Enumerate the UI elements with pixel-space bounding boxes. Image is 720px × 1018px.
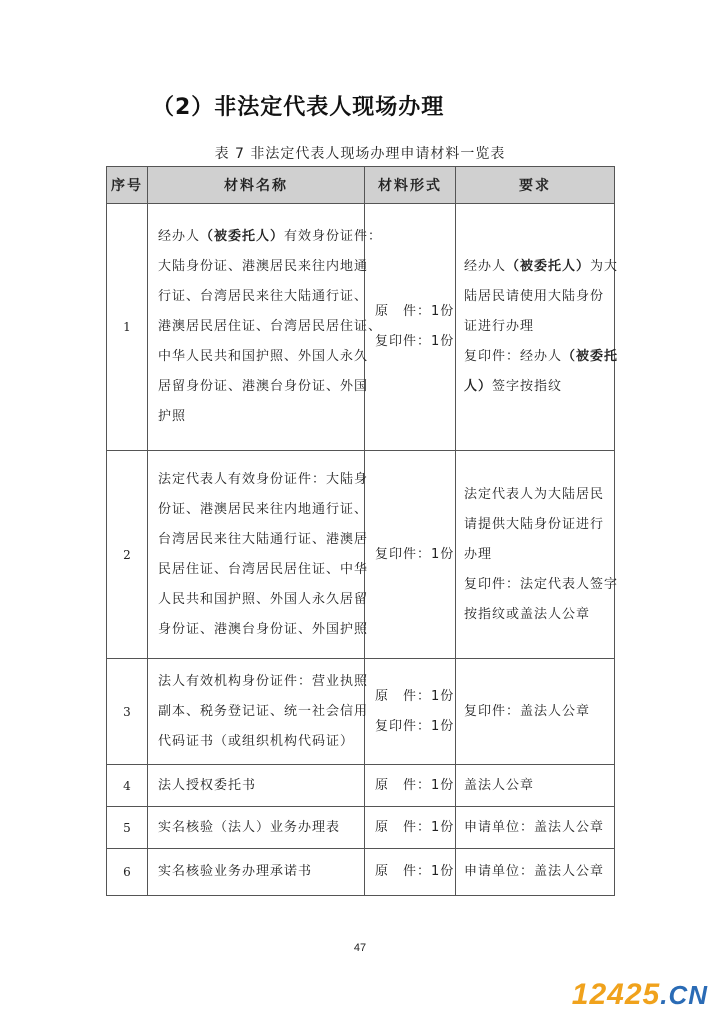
requirement-line: 经办人（被委托人）为大 — [464, 259, 619, 274]
logo-domain: .CN — [660, 980, 708, 1010]
page-number: 47 — [353, 942, 367, 954]
requirement-line: 法定代表人为大陆居民 — [464, 486, 605, 502]
requirement-line: 人）签字按指纹 — [464, 379, 563, 394]
material-name-line: 代码证书（或组织机构代码证） — [158, 733, 355, 749]
logo-number: 12425 — [571, 978, 661, 1011]
material-form-cell — [365, 659, 456, 765]
material-name-line: 实名核验业务办理承诺书 — [158, 864, 313, 879]
material-form-line: 原 件：1份 — [375, 819, 455, 835]
table-row — [107, 849, 615, 896]
material-form-line: 复印件：1份 — [375, 718, 455, 734]
materials-table — [106, 166, 619, 896]
material-name-line: 人民共和国护照、外国人永久居留 — [158, 591, 369, 607]
table-row — [107, 807, 615, 849]
material-name-line: 法定代表人有效身份证件：大陆身 — [158, 471, 369, 487]
material-name-line: 民居住证、台湾居民居住证、中华 — [158, 561, 369, 577]
requirement-line: 盖法人公章 — [464, 777, 535, 793]
table-header-row — [107, 167, 615, 204]
table-caption: 表 7 非法定代表人现场办理申请材料一览表 — [214, 146, 506, 162]
material-name-line: 大陆身份证、港澳居民来往内地通 — [158, 259, 369, 274]
requirement-cell — [456, 765, 615, 807]
material-name-line: 份证、港澳居民来往内地通行证、 — [158, 501, 369, 517]
material-form-line: 原 件：1份 — [375, 777, 455, 793]
requirement-line: 证进行办理 — [464, 319, 535, 334]
row-number: 3 — [107, 659, 148, 765]
material-form-line: 原 件：1份 — [375, 864, 455, 879]
header-material-name: 材料名称 — [148, 167, 365, 204]
header-no: 序号 — [107, 167, 148, 204]
material-name-cell — [148, 765, 365, 807]
row-number: 4 — [107, 765, 148, 807]
section-heading: （2）非法定代表人现场办理 — [152, 95, 445, 120]
material-name-line: 护照 — [158, 409, 187, 424]
row-number: 6 — [107, 849, 148, 896]
header-requirement: 要求 — [456, 167, 615, 204]
material-name-line: 中华人民共和国护照、外国人永久 — [158, 349, 369, 364]
requirement-line: 复印件：盖法人公章 — [464, 703, 591, 719]
requirement-line: 陆居民请使用大陆身份 — [464, 289, 605, 304]
material-name-line: 实名核验（法人）业务办理表 — [158, 819, 341, 835]
material-form-cell — [365, 849, 456, 896]
requirement-line: 复印件：经办人（被委托 — [464, 349, 619, 364]
requirement-cell — [456, 659, 615, 765]
table-row — [107, 451, 615, 659]
material-name-line: 港澳居民居住证、台湾居民居住证、 — [158, 319, 383, 334]
row-number: 1 — [107, 204, 148, 451]
material-form-line: 原 件：1份 — [375, 688, 455, 704]
material-name-line: 经办人（被委托人）有效身份证件： — [158, 229, 383, 244]
material-form-cell — [365, 765, 456, 807]
table-row — [107, 204, 615, 451]
material-name-line: 居留身份证、港澳台身份证、外国 — [158, 379, 369, 394]
material-name-cell — [148, 451, 369, 659]
material-name-line: 身份证、港澳台身份证、外国护照 — [158, 621, 369, 637]
material-name-line: 台湾居民来往大陆通行证、港澳居 — [158, 531, 369, 547]
material-name-line: 法人有效机构身份证件：营业执照 — [158, 673, 369, 689]
header-material-form: 材料形式 — [365, 167, 456, 204]
material-form-cell — [365, 807, 456, 849]
material-name-line: 法人授权委托书 — [158, 777, 257, 793]
requirement-line: 请提供大陆身份证进行 — [464, 516, 605, 532]
material-name-cell — [148, 807, 365, 849]
material-form-cell — [365, 451, 456, 659]
requirement-cell — [456, 451, 619, 659]
requirement-cell — [456, 807, 615, 849]
material-name-cell — [148, 204, 383, 451]
requirement-line: 按指纹或盖法人公章 — [464, 606, 591, 622]
material-form-line: 原 件：1份 — [375, 304, 455, 319]
material-name-cell — [148, 659, 369, 765]
requirement-line: 办理 — [464, 546, 493, 562]
material-name-line: 副本、税务登记证、统一社会信用 — [158, 703, 369, 719]
table-row — [107, 659, 615, 765]
material-form-line: 复印件：1份 — [375, 546, 455, 562]
requirement-cell — [456, 204, 619, 451]
requirement-cell — [456, 849, 615, 896]
row-number: 2 — [107, 451, 148, 659]
site-logo — [572, 978, 708, 1012]
requirement-line: 申请单位：盖法人公章 — [464, 864, 605, 879]
material-form-line: 复印件：1份 — [375, 334, 455, 349]
row-number: 5 — [107, 807, 148, 849]
table-row — [107, 765, 615, 807]
material-name-line: 行证、台湾居民来往大陆通行证、 — [158, 289, 369, 304]
requirement-line: 申请单位：盖法人公章 — [464, 819, 605, 835]
requirement-line: 复印件：法定代表人签字 — [464, 576, 619, 592]
material-name-cell — [148, 849, 365, 896]
